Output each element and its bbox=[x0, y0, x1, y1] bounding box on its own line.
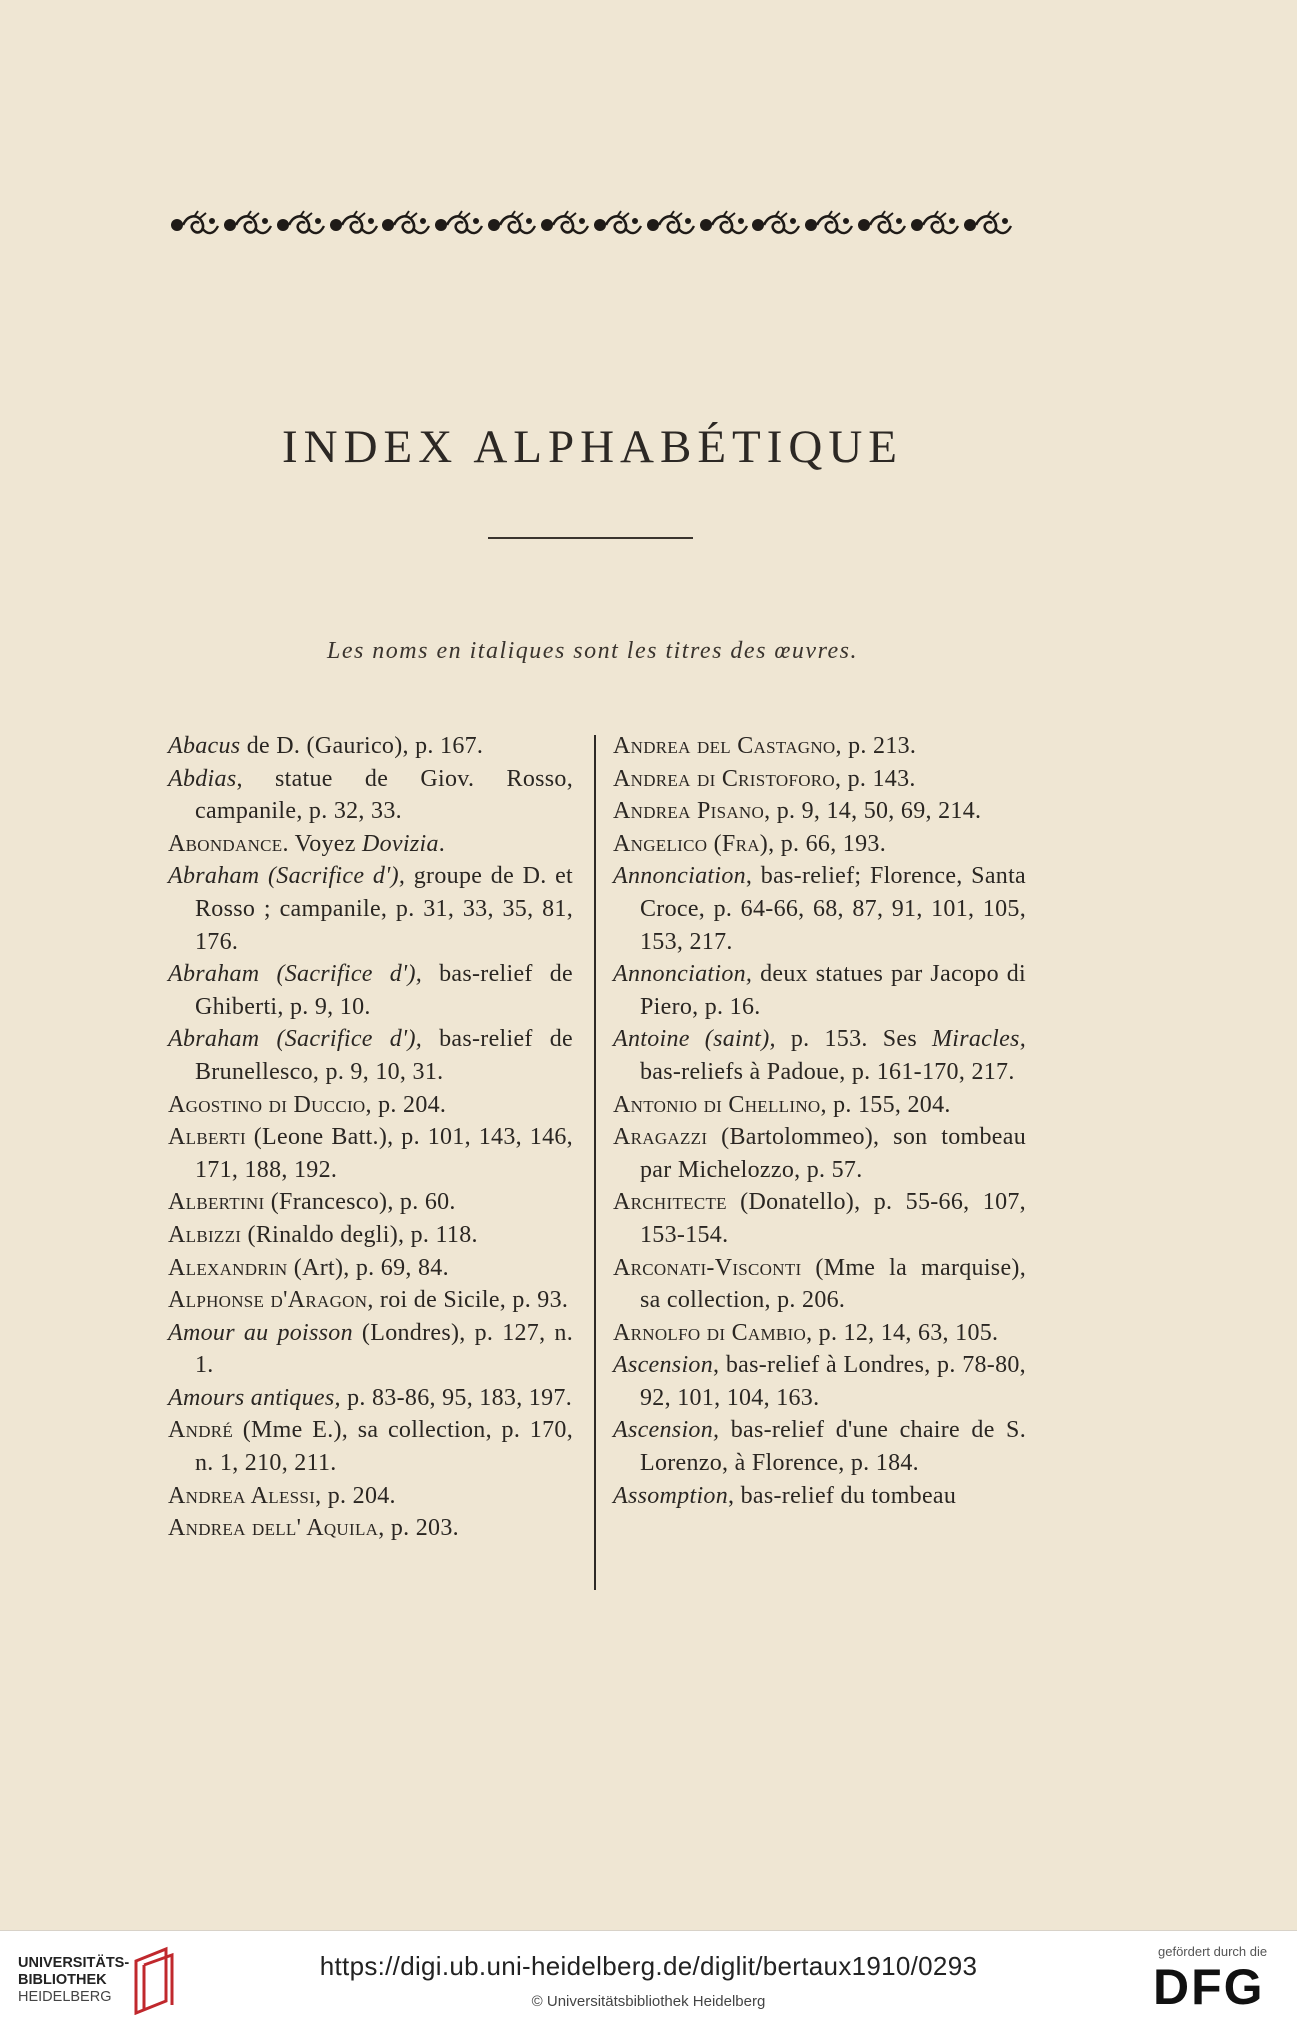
index-entry bbox=[613, 795, 1026, 828]
entry-text: Alphonse d'Aragon bbox=[168, 1287, 368, 1314]
entry-text: , p. 213. bbox=[835, 733, 917, 759]
index-entry bbox=[613, 1414, 1026, 1479]
ornament-band bbox=[168, 206, 1013, 244]
vine-ornament-icon bbox=[274, 208, 326, 242]
index-entry bbox=[168, 1284, 573, 1317]
entry-text: , bas-relief à Londres, p. 78-80, 92, 101, 104, 163. bbox=[640, 1352, 1026, 1411]
vine-ornament-icon bbox=[961, 208, 1013, 242]
library-name-line1: UNIVERSITÄTS- bbox=[18, 1955, 130, 1971]
copyright-text: © Universitätsbibliothek Heidelberg bbox=[531, 1993, 766, 2010]
vine-ornament-icon bbox=[221, 208, 273, 242]
entry-text: Alexandrin bbox=[168, 1254, 288, 1281]
index-entry bbox=[168, 1023, 573, 1088]
entry-text: Ascension, bbox=[613, 1417, 720, 1444]
entry-text: , p. 155, 204. bbox=[820, 1091, 951, 1118]
index-entry bbox=[168, 1414, 573, 1479]
entry-text: Antoine (saint), bbox=[613, 1026, 776, 1053]
entry-text: Amour au poisson bbox=[168, 1319, 353, 1346]
vine-ornament-icon bbox=[591, 208, 643, 242]
index-entry bbox=[168, 730, 573, 763]
entry-text: , bas-relief du tombeau bbox=[728, 1482, 957, 1509]
index-entry bbox=[168, 1219, 573, 1252]
entry-text: , p. 9, 14, 50, 69, 214. bbox=[764, 798, 982, 825]
entry-text: (Mme E.), sa collection, p. 170, n. 1, 210, 211. bbox=[195, 1417, 573, 1477]
index-entry bbox=[168, 1089, 573, 1122]
entry-text: Annonciation bbox=[613, 863, 746, 890]
italics-note: Les noms en italiques sont les titres des œuvres. bbox=[326, 638, 859, 664]
entry-text: Alberti bbox=[168, 1124, 246, 1151]
entry-text: Albertini bbox=[168, 1189, 265, 1216]
entry-text: bas-relief de Brunellesco, p. 9, 10, 31. bbox=[195, 1026, 573, 1085]
column-divider bbox=[594, 735, 596, 1590]
entry-text: Ascension bbox=[613, 1352, 714, 1379]
entry-text: deux statues par Jacopo di Piero, p. 16. bbox=[640, 961, 1026, 1020]
entry-text: (Mme la marquise), sa collection, p. 206. bbox=[640, 1254, 1026, 1314]
entry-text: , statue de Giov. Rosso, campanile, p. 32, 33. bbox=[195, 765, 573, 825]
entry-text: , roi de Sicile, p. 93. bbox=[367, 1287, 569, 1314]
entry-text: Amours antiques, bbox=[168, 1384, 341, 1411]
index-entry bbox=[168, 1382, 573, 1415]
entry-text: Assomption bbox=[613, 1482, 729, 1509]
entry-text: André bbox=[168, 1417, 234, 1444]
entry-text: . bbox=[438, 830, 446, 857]
entry-text: Abraham (Sacrifice d'), bbox=[168, 863, 406, 890]
entry-text: Andrea dell' Aquila bbox=[168, 1515, 379, 1542]
entry-text: Abraham (Sacrifice d'), bbox=[168, 1026, 423, 1053]
entry-text: . Voyez bbox=[282, 830, 362, 857]
entry-text: (Londres), p. 127, n. 1. bbox=[195, 1319, 574, 1379]
index-entry bbox=[613, 1252, 1026, 1317]
entry-text: Arnolfo di Cambio bbox=[613, 1319, 807, 1346]
entry-text: p. 83-86, 95, 183, 197. bbox=[340, 1384, 573, 1411]
entry-text: Andrea del Castagno bbox=[613, 733, 836, 759]
entry-text: Antonio di Chellino bbox=[613, 1091, 821, 1118]
index-entry bbox=[613, 1089, 1026, 1122]
dfg-logo: DFG bbox=[1153, 1959, 1265, 2015]
index-entry bbox=[613, 730, 1026, 763]
entry-text: (Leone Batt.), p. 101, 143, 146, 171, 188, 192. bbox=[195, 1124, 573, 1183]
entry-text: Angelico (Fra) bbox=[613, 830, 769, 857]
vine-ornament-icon bbox=[802, 208, 854, 242]
index-entry bbox=[613, 1349, 1026, 1414]
vine-ornament-icon bbox=[538, 208, 590, 242]
entry-text: , p. 12, 14, 63, 105. bbox=[806, 1319, 999, 1346]
index-entry bbox=[168, 958, 573, 1023]
index-entry bbox=[613, 763, 1026, 796]
entry-text: de D. (Gaurico), p. 167. bbox=[240, 733, 484, 759]
entry-text: bas-relief d'une chaire de S. Lorenzo, à Florence, p. 184. bbox=[640, 1417, 1026, 1477]
entry-text: groupe de D. et Rosso ; campanile, p. 31, 33, 35, 81, 176. bbox=[195, 863, 573, 955]
vine-ornament-icon bbox=[749, 208, 801, 242]
vine-ornament-icon bbox=[644, 208, 696, 242]
library-name-line2: BIBLIOTHEK bbox=[18, 1972, 107, 1988]
index-entry bbox=[613, 1480, 1026, 1513]
entry-text: Abdias bbox=[168, 765, 237, 792]
entry-text: , p. 203. bbox=[378, 1515, 459, 1542]
library-name-line3: HEIDELBERG bbox=[18, 1989, 112, 2005]
vine-ornament-icon bbox=[379, 208, 431, 242]
entry-text: , p. 66, 193. bbox=[768, 830, 886, 857]
entry-text: Andrea Alessi bbox=[168, 1482, 316, 1509]
entry-text: (Francesco), p. 60. bbox=[264, 1189, 456, 1216]
index-entry bbox=[168, 860, 573, 958]
entry-text: (Bartolommeo), son tombeau par Michelozzo, p. 57. bbox=[640, 1124, 1026, 1183]
index-entry bbox=[168, 1480, 573, 1513]
entry-text: Abraham (Sacrifice d'), bbox=[168, 961, 423, 988]
index-entry bbox=[168, 828, 573, 861]
vine-ornament-icon bbox=[697, 208, 749, 242]
index-entry bbox=[613, 1121, 1026, 1186]
entry-text: Architecte bbox=[613, 1189, 727, 1216]
entry-text: (Rinaldo degli), p. 118. bbox=[241, 1221, 478, 1248]
title-rule bbox=[488, 537, 693, 539]
index-entry bbox=[168, 1512, 573, 1545]
vine-ornament-icon bbox=[855, 208, 907, 242]
entry-text: , p. 143. bbox=[835, 765, 916, 792]
index-entry bbox=[168, 763, 573, 828]
index-entry bbox=[613, 1317, 1026, 1350]
permalink-url[interactable]: https://digi.ub.uni-heidelberg.de/diglit/bertaux1910/0293 bbox=[319, 1951, 978, 1981]
entry-text: Dovizia bbox=[362, 830, 439, 857]
entry-text: , p. 204. bbox=[315, 1482, 396, 1509]
entry-text: (Donatello), p. 55-66, 107, 153-154. bbox=[640, 1189, 1026, 1248]
entry-text: bas-relief de Ghiberti, p. 9, 10. bbox=[195, 961, 573, 1020]
index-entry bbox=[168, 1252, 573, 1285]
entry-text: , p. 204. bbox=[365, 1091, 447, 1118]
index-entry bbox=[613, 1023, 1026, 1088]
entry-text: Aragazzi bbox=[613, 1124, 708, 1151]
vine-ornament-icon bbox=[168, 208, 220, 242]
entry-text: Miracles, bbox=[931, 1026, 1026, 1053]
vine-ornament-icon bbox=[432, 208, 484, 242]
vine-ornament-icon bbox=[908, 208, 960, 242]
index-entry bbox=[613, 1186, 1026, 1251]
entry-text: bas-reliefs à Padoue, p. 161-170, 217. bbox=[640, 1058, 1015, 1085]
entry-text: p. 153. Ses bbox=[775, 1026, 932, 1053]
entry-text: Andrea di Cristoforo bbox=[613, 765, 835, 792]
funded-by-text: gefördert durch die bbox=[1158, 1944, 1268, 1959]
entry-text: (Art), p. 69, 84. bbox=[287, 1254, 449, 1281]
entry-text: Arconati-Visconti bbox=[613, 1254, 802, 1281]
viewer-footer bbox=[0, 1930, 1297, 2025]
index-entry bbox=[168, 1186, 573, 1219]
entry-text: Albizzi bbox=[168, 1221, 242, 1248]
entry-text: Agostino di Duccio bbox=[168, 1091, 366, 1118]
entry-text: Annonciation, bbox=[613, 961, 753, 988]
entry-text: , bas-relief; Florence, Santa Croce, p. 64-66, 68, 87, 91, 101, 105, 153, 217. bbox=[640, 863, 1026, 955]
index-entry bbox=[168, 1317, 573, 1382]
entry-text: Abacus bbox=[168, 733, 241, 759]
index-entry bbox=[168, 1121, 573, 1186]
index-column-left bbox=[168, 730, 573, 1545]
vine-ornament-icon bbox=[327, 208, 379, 242]
entry-text: Abondance bbox=[168, 830, 283, 857]
entry-text: Andrea Pisano bbox=[613, 798, 765, 825]
index-column-right bbox=[613, 730, 1026, 1512]
index-entry bbox=[613, 860, 1026, 958]
index-entry bbox=[613, 958, 1026, 1023]
index-entry bbox=[613, 828, 1026, 861]
vine-ornament-icon bbox=[485, 208, 537, 242]
page-title: INDEX ALPHABÉTIQUE bbox=[281, 421, 904, 473]
